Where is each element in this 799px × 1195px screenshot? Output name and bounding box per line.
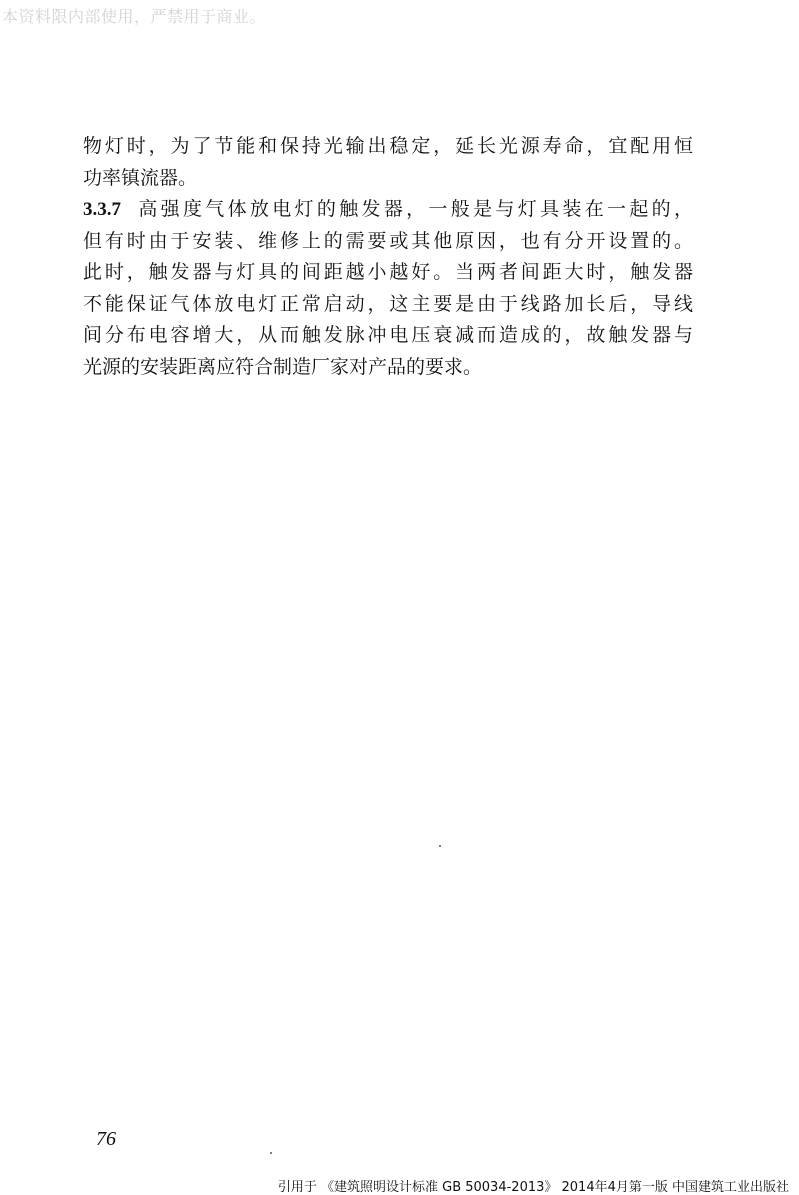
scan-speck [439,845,441,847]
paragraph-line: 光源的安装距离应符合制造厂家对产品的要求。 [83,355,483,378]
paragraph-line: 功率镇流器。 [83,166,198,189]
watermark-text: 本资料限内部使用，严禁用于商业。 [2,7,267,26]
section-heading-line [83,194,693,226]
section-number: 3.3.7 [83,199,121,220]
citation-footer: 引用于 《建筑照明设计标准 GB 50034-2013》 2014年4月第一版 中国建筑工业出版社 [277,1180,789,1195]
body-text [83,131,693,383]
page-number: 76 [96,1128,116,1150]
paragraph-line: 此时，触发器与灯具的间距越小越好。当两者间距大时，触发器 [83,261,693,283]
paragraph-line: 不能保证气体放电灯正常启动，这主要是由于线路加长后，导线 [83,292,693,315]
paragraph-line: 但有时由于安装、维修上的需要或其他原因，也有分开设置的。 [83,229,693,252]
paragraph-line: 间分布电容增大，从而触发脉冲电压衰减而造成的，故触发器与 [83,324,693,346]
scan-speck [270,1152,272,1154]
paragraph-line: 物灯时，为了节能和保持光输出稳定，延长光源寿命，宜配用恒 [83,135,693,157]
paragraph-line: 高强度气体放电灯的触发器，一般是与灯具装在一起的， [135,198,693,220]
